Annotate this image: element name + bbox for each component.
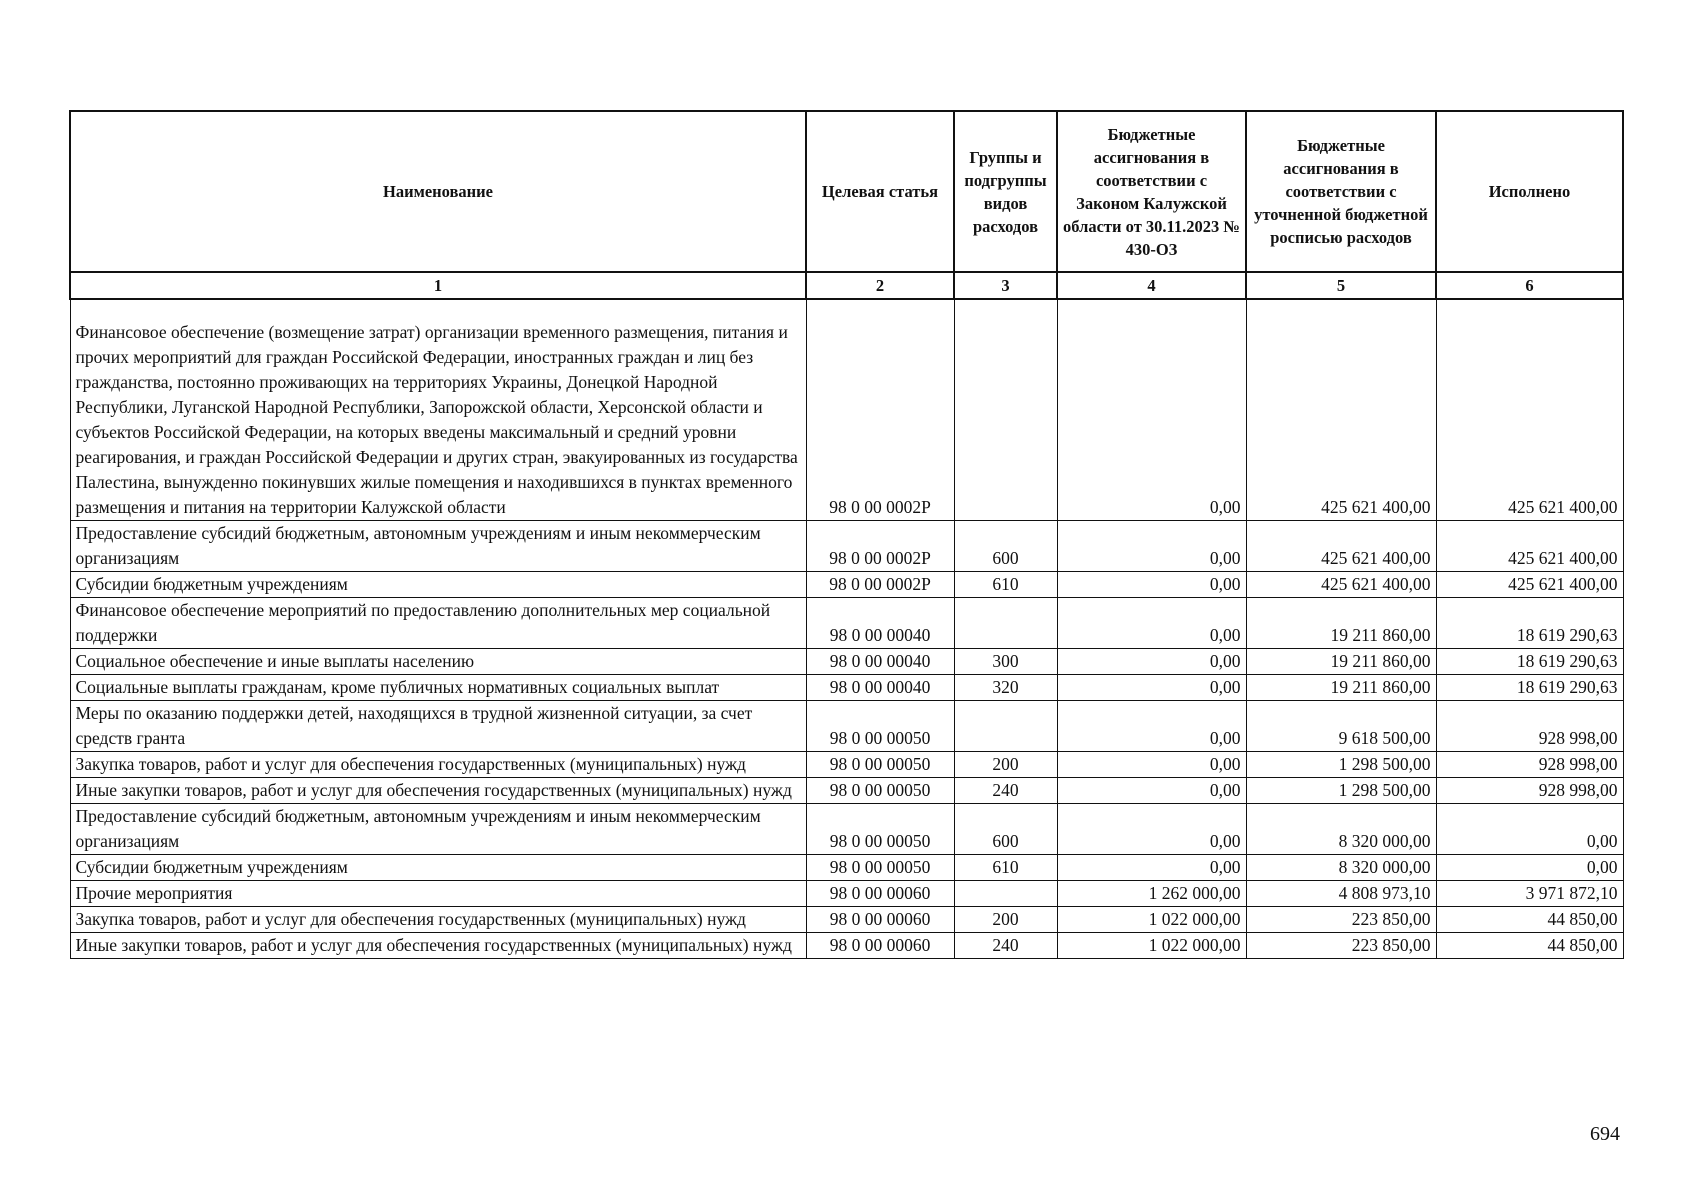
header-executed: Исполнено [1436,111,1623,272]
row-name: Социальное обеспечение и иные выплаты населению [70,649,806,675]
row-plan-amount: 19 211 860,00 [1246,649,1436,675]
row-law-amount: 0,00 [1057,778,1246,804]
column-number-row [70,272,1623,299]
row-plan-amount: 19 211 860,00 [1246,598,1436,649]
row-plan-amount: 9 618 500,00 [1246,701,1436,752]
header-expense-groups: Группы и подгруппы видов расходов [954,111,1057,272]
row-law-amount: 0,00 [1057,804,1246,855]
row-expense-group: 240 [954,933,1057,959]
row-target-article: 98 0 00 00040 [806,598,954,649]
row-executed-amount: 18 619 290,63 [1436,649,1623,675]
table-row [70,701,1623,752]
table-row [70,804,1623,855]
table-row [70,933,1623,959]
row-name: Социальные выплаты гражданам, кроме публичных нормативных социальных выплат [70,675,806,701]
header-name: Наименование [70,111,806,272]
row-law-amount: 0,00 [1057,675,1246,701]
column-number: 2 [806,272,954,299]
row-expense-group: 600 [954,804,1057,855]
row-target-article: 98 0 00 00050 [806,855,954,881]
row-target-article: 98 0 00 00050 [806,752,954,778]
header-target-article: Целевая статья [806,111,954,272]
row-law-amount: 1 262 000,00 [1057,881,1246,907]
table-row [70,855,1623,881]
row-plan-amount: 19 211 860,00 [1246,675,1436,701]
row-law-amount: 0,00 [1057,598,1246,649]
row-law-amount: 0,00 [1057,649,1246,675]
column-number: 3 [954,272,1057,299]
row-executed-amount: 425 621 400,00 [1436,299,1623,521]
row-target-article: 98 0 00 00050 [806,778,954,804]
row-name: Прочие мероприятия [70,881,806,907]
document-sheet [69,110,1622,959]
row-expense-group: 200 [954,752,1057,778]
row-target-article: 98 0 00 0002Р [806,299,954,521]
row-name: Предоставление субсидий бюджетным, автономным учреждениям и иным некоммерческим организациям [70,804,806,855]
header-law-allocations: Бюджетные ассигнования в соответствии с Законом Калужской области от 30.11.2023 № 430-ОЗ [1057,111,1246,272]
row-name: Финансовое обеспечение (возмещение затрат) организации временного размещения, питания и прочих мероприятий для граждан Российской Федерации, иностранных граждан и лиц без гражданства, постоянно проживающих на территориях Украины, Донецкой Народной Республики, Луганской Народной Республики, Запорожской области, Херсонской области и субъектов Российской Федерации, на которых введены максимальный и средний уровни реагирования, и граждан Российской Федерации и других стран, эвакуированных из государства Палестина, вынужденно покинувших жилые помещения и находившихся в пунктах временного размещения и питания на территории Калужской области [70,299,806,521]
row-expense-group: 300 [954,649,1057,675]
table-row [70,572,1623,598]
row-name: Субсидии бюджетным учреждениям [70,855,806,881]
row-expense-group [954,881,1057,907]
row-executed-amount: 425 621 400,00 [1436,572,1623,598]
row-executed-amount: 425 621 400,00 [1436,521,1623,572]
row-target-article: 98 0 00 0002Р [806,572,954,598]
row-expense-group: 240 [954,778,1057,804]
row-law-amount: 0,00 [1057,855,1246,881]
table-row [70,778,1623,804]
row-target-article: 98 0 00 00040 [806,675,954,701]
row-plan-amount: 8 320 000,00 [1246,855,1436,881]
row-target-article: 98 0 00 00050 [806,804,954,855]
row-plan-amount: 425 621 400,00 [1246,521,1436,572]
row-executed-amount: 928 998,00 [1436,701,1623,752]
row-expense-group: 600 [954,521,1057,572]
row-target-article: 98 0 00 00040 [806,649,954,675]
row-name: Закупка товаров, работ и услуг для обеспечения государственных (муниципальных) нужд [70,907,806,933]
row-executed-amount: 928 998,00 [1436,778,1623,804]
table-row [70,881,1623,907]
column-number: 1 [70,272,806,299]
page-number: 694 [1590,1123,1620,1145]
row-expense-group [954,299,1057,521]
row-executed-amount: 928 998,00 [1436,752,1623,778]
row-expense-group [954,598,1057,649]
row-law-amount: 0,00 [1057,299,1246,521]
table-row [70,907,1623,933]
column-number: 5 [1246,272,1436,299]
table-row [70,521,1623,572]
table-row [70,299,1623,521]
row-executed-amount: 18 619 290,63 [1436,598,1623,649]
row-expense-group: 610 [954,572,1057,598]
row-expense-group: 320 [954,675,1057,701]
row-law-amount: 0,00 [1057,701,1246,752]
row-executed-amount: 3 971 872,10 [1436,881,1623,907]
row-expense-group: 610 [954,855,1057,881]
row-plan-amount: 1 298 500,00 [1246,778,1436,804]
row-name: Финансовое обеспечение мероприятий по предоставлению дополнительных мер социальной поддержки [70,598,806,649]
row-executed-amount: 44 850,00 [1436,907,1623,933]
row-plan-amount: 1 298 500,00 [1246,752,1436,778]
budget-table [69,110,1624,959]
row-executed-amount: 0,00 [1436,855,1623,881]
table-row [70,752,1623,778]
row-target-article: 98 0 00 0002Р [806,521,954,572]
row-name: Предоставление субсидий бюджетным, автономным учреждениям и иным некоммерческим организациям [70,521,806,572]
row-target-article: 98 0 00 00060 [806,933,954,959]
row-plan-amount: 8 320 000,00 [1246,804,1436,855]
row-law-amount: 1 022 000,00 [1057,907,1246,933]
row-name: Иные закупки товаров, работ и услуг для обеспечения государственных (муниципальных) нужд [70,778,806,804]
row-name: Закупка товаров, работ и услуг для обеспечения государственных (муниципальных) нужд [70,752,806,778]
row-plan-amount: 223 850,00 [1246,933,1436,959]
row-law-amount: 1 022 000,00 [1057,933,1246,959]
row-plan-amount: 425 621 400,00 [1246,572,1436,598]
header-plan-allocations: Бюджетные ассигнования в соответствии с уточненной бюджетной росписью расходов [1246,111,1436,272]
table-row [70,675,1623,701]
row-name: Иные закупки товаров, работ и услуг для обеспечения государственных (муниципальных) нужд [70,933,806,959]
table-row [70,598,1623,649]
column-number: 6 [1436,272,1623,299]
row-executed-amount: 18 619 290,63 [1436,675,1623,701]
row-target-article: 98 0 00 00060 [806,907,954,933]
table-row [70,649,1623,675]
row-law-amount: 0,00 [1057,572,1246,598]
row-law-amount: 0,00 [1057,521,1246,572]
row-expense-group [954,701,1057,752]
row-target-article: 98 0 00 00050 [806,701,954,752]
header-row [70,111,1623,272]
row-executed-amount: 44 850,00 [1436,933,1623,959]
row-expense-group: 200 [954,907,1057,933]
row-plan-amount: 223 850,00 [1246,907,1436,933]
row-law-amount: 0,00 [1057,752,1246,778]
row-name: Меры по оказанию поддержки детей, находящихся в трудной жизненной ситуации, за счет средств гранта [70,701,806,752]
table-body [70,299,1623,959]
column-number: 4 [1057,272,1246,299]
row-plan-amount: 4 808 973,10 [1246,881,1436,907]
row-name: Субсидии бюджетным учреждениям [70,572,806,598]
row-executed-amount: 0,00 [1436,804,1623,855]
row-plan-amount: 425 621 400,00 [1246,299,1436,521]
row-target-article: 98 0 00 00060 [806,881,954,907]
